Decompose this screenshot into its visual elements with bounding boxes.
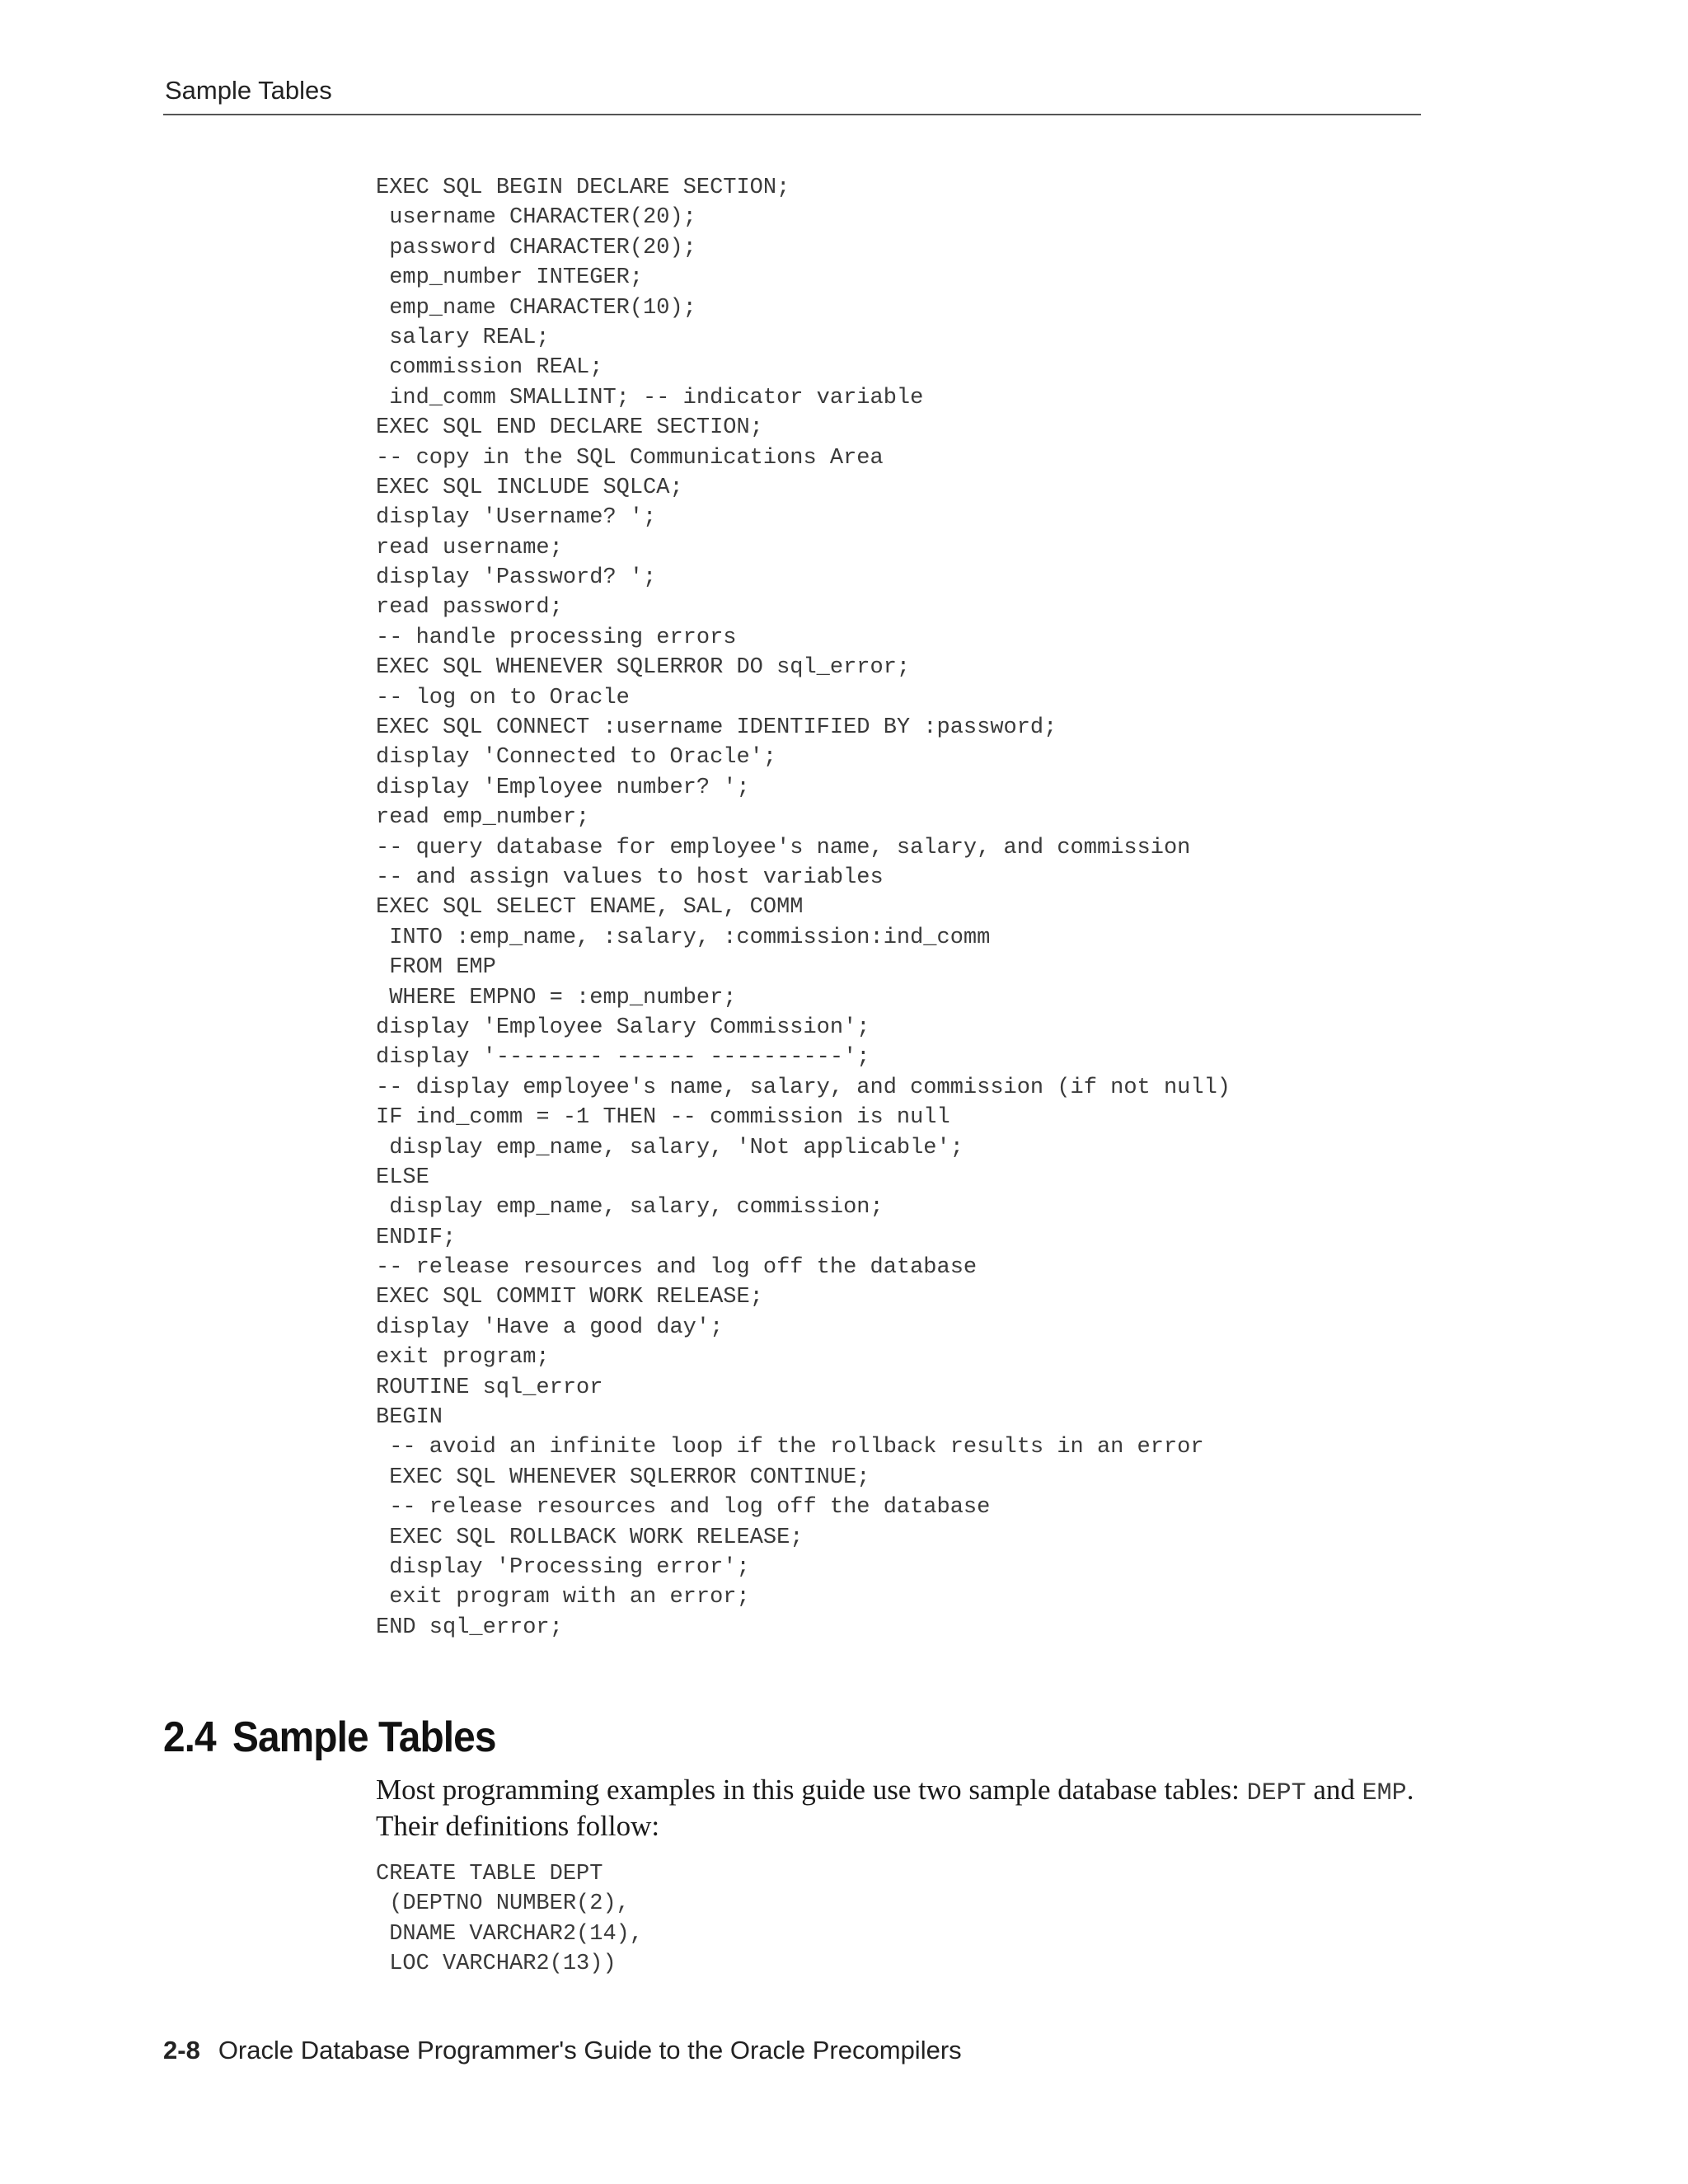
code-line: ind_comm SMALLINT; -- indicator variable (376, 385, 924, 410)
code-line: display 'Processing error'; (376, 1554, 750, 1580)
footer-page-number: 2-8 (163, 2036, 200, 2064)
code-line: (DEPTNO NUMBER(2), (376, 1891, 630, 1917)
code-line: ROUTINE sql_error (376, 1375, 603, 1400)
code-line: LOC VARCHAR2(13)) (376, 1952, 617, 1977)
code-line: IF ind_comm = -1 THEN -- commission is null (376, 1105, 950, 1131)
code-line: DNAME VARCHAR2(14), (376, 1921, 644, 1947)
section-number: 2.4 (163, 1713, 216, 1761)
running-footer (163, 2036, 962, 2065)
para-text-2: and (1306, 1774, 1362, 1806)
code-line: password CHARACTER(20); (376, 235, 696, 260)
code-line: -- handle processing errors (376, 625, 737, 650)
para-code-dept: DEPT (1246, 1779, 1306, 1807)
code-line: END sql_error; (376, 1615, 563, 1640)
code-line: display '-------- ------ ----------'; (376, 1045, 870, 1071)
code-line: EXEC SQL INCLUDE SQLCA; (376, 475, 683, 500)
code-line: exit program with an error; (376, 1585, 750, 1610)
code-line: username CHARACTER(20); (376, 205, 696, 231)
code-line: display 'Employee Salary Commission'; (376, 1015, 870, 1040)
section-intro-paragraph (376, 1774, 1447, 1843)
code-line: emp_number INTEGER; (376, 265, 644, 291)
code-line: display 'Have a good day'; (376, 1315, 724, 1340)
code-line: display 'Password? '; (376, 565, 657, 591)
code-line: commission REAL; (376, 355, 603, 381)
code-line: -- query database for employee's name, salary, and commission (376, 835, 1191, 860)
code-block-main (376, 173, 1231, 1643)
code-line: EXEC SQL BEGIN DECLARE SECTION; (376, 176, 790, 200)
code-line: WHERE EMPNO = :emp_number; (376, 985, 737, 1010)
code-line: FROM EMP (376, 955, 496, 981)
code-line: EXEC SQL WHENEVER SQLERROR DO sql_error; (376, 655, 911, 681)
code-line: EXEC SQL CONNECT :username IDENTIFIED BY :password; (376, 715, 1057, 741)
code-line: EXEC SQL COMMIT WORK RELEASE; (376, 1285, 763, 1310)
running-header-title: Sample Tables (165, 76, 332, 105)
code-line: CREATE TABLE DEPT (376, 1862, 603, 1886)
code-line: ELSE (376, 1165, 429, 1190)
para-text-1: Most programming examples in this guide use two sample database tables: (376, 1774, 1247, 1806)
code-line: INTO :emp_name, :salary, :commission:ind_comm (376, 925, 991, 950)
para-text-3: . Their definitions follow: (376, 1774, 1414, 1842)
code-line: read username; (376, 535, 563, 560)
section-title: Sample Tables (232, 1713, 496, 1761)
code-line: EXEC SQL SELECT ENAME, SAL, COMM (376, 895, 804, 921)
code-line: -- copy in the SQL Communications Area (376, 445, 884, 471)
code-line: display 'Connected to Oracle'; (376, 745, 777, 771)
code-line: -- and assign values to host variables (376, 865, 884, 890)
header-divider (163, 114, 1421, 115)
code-line: emp_name CHARACTER(10); (376, 295, 696, 321)
code-line: EXEC SQL END DECLARE SECTION; (376, 415, 763, 441)
code-line: EXEC SQL ROLLBACK WORK RELEASE; (376, 1525, 804, 1550)
code-line: display 'Username? '; (376, 505, 657, 531)
code-line: -- release resources and log off the database (376, 1255, 978, 1281)
code-line: display 'Employee number? '; (376, 775, 750, 800)
code-line: read emp_number; (376, 805, 590, 831)
code-line: BEGIN (376, 1405, 443, 1431)
footer-book-title: Oracle Database Programmer's Guide to the Oracle Precompilers (218, 2036, 962, 2064)
code-line: -- release resources and log off the database (376, 1495, 991, 1521)
code-line: -- avoid an infinite loop if the rollback results in an error (376, 1435, 1204, 1460)
code-line: read password; (376, 595, 563, 621)
code-block-create-dept (376, 1859, 643, 1980)
code-line: exit program; (376, 1345, 550, 1371)
code-line: -- log on to Oracle (376, 685, 630, 710)
para-code-emp: EMP (1362, 1779, 1407, 1807)
code-line: display emp_name, salary, commission; (376, 1195, 884, 1221)
section-heading (163, 1713, 496, 1762)
code-line: EXEC SQL WHENEVER SQLERROR CONTINUE; (376, 1465, 870, 1490)
code-line: ENDIF; (376, 1225, 457, 1250)
code-line: -- display employee's name, salary, and commission (if not null) (376, 1075, 1231, 1100)
code-line: display emp_name, salary, 'Not applicable'; (376, 1135, 964, 1160)
code-line: salary REAL; (376, 325, 550, 350)
